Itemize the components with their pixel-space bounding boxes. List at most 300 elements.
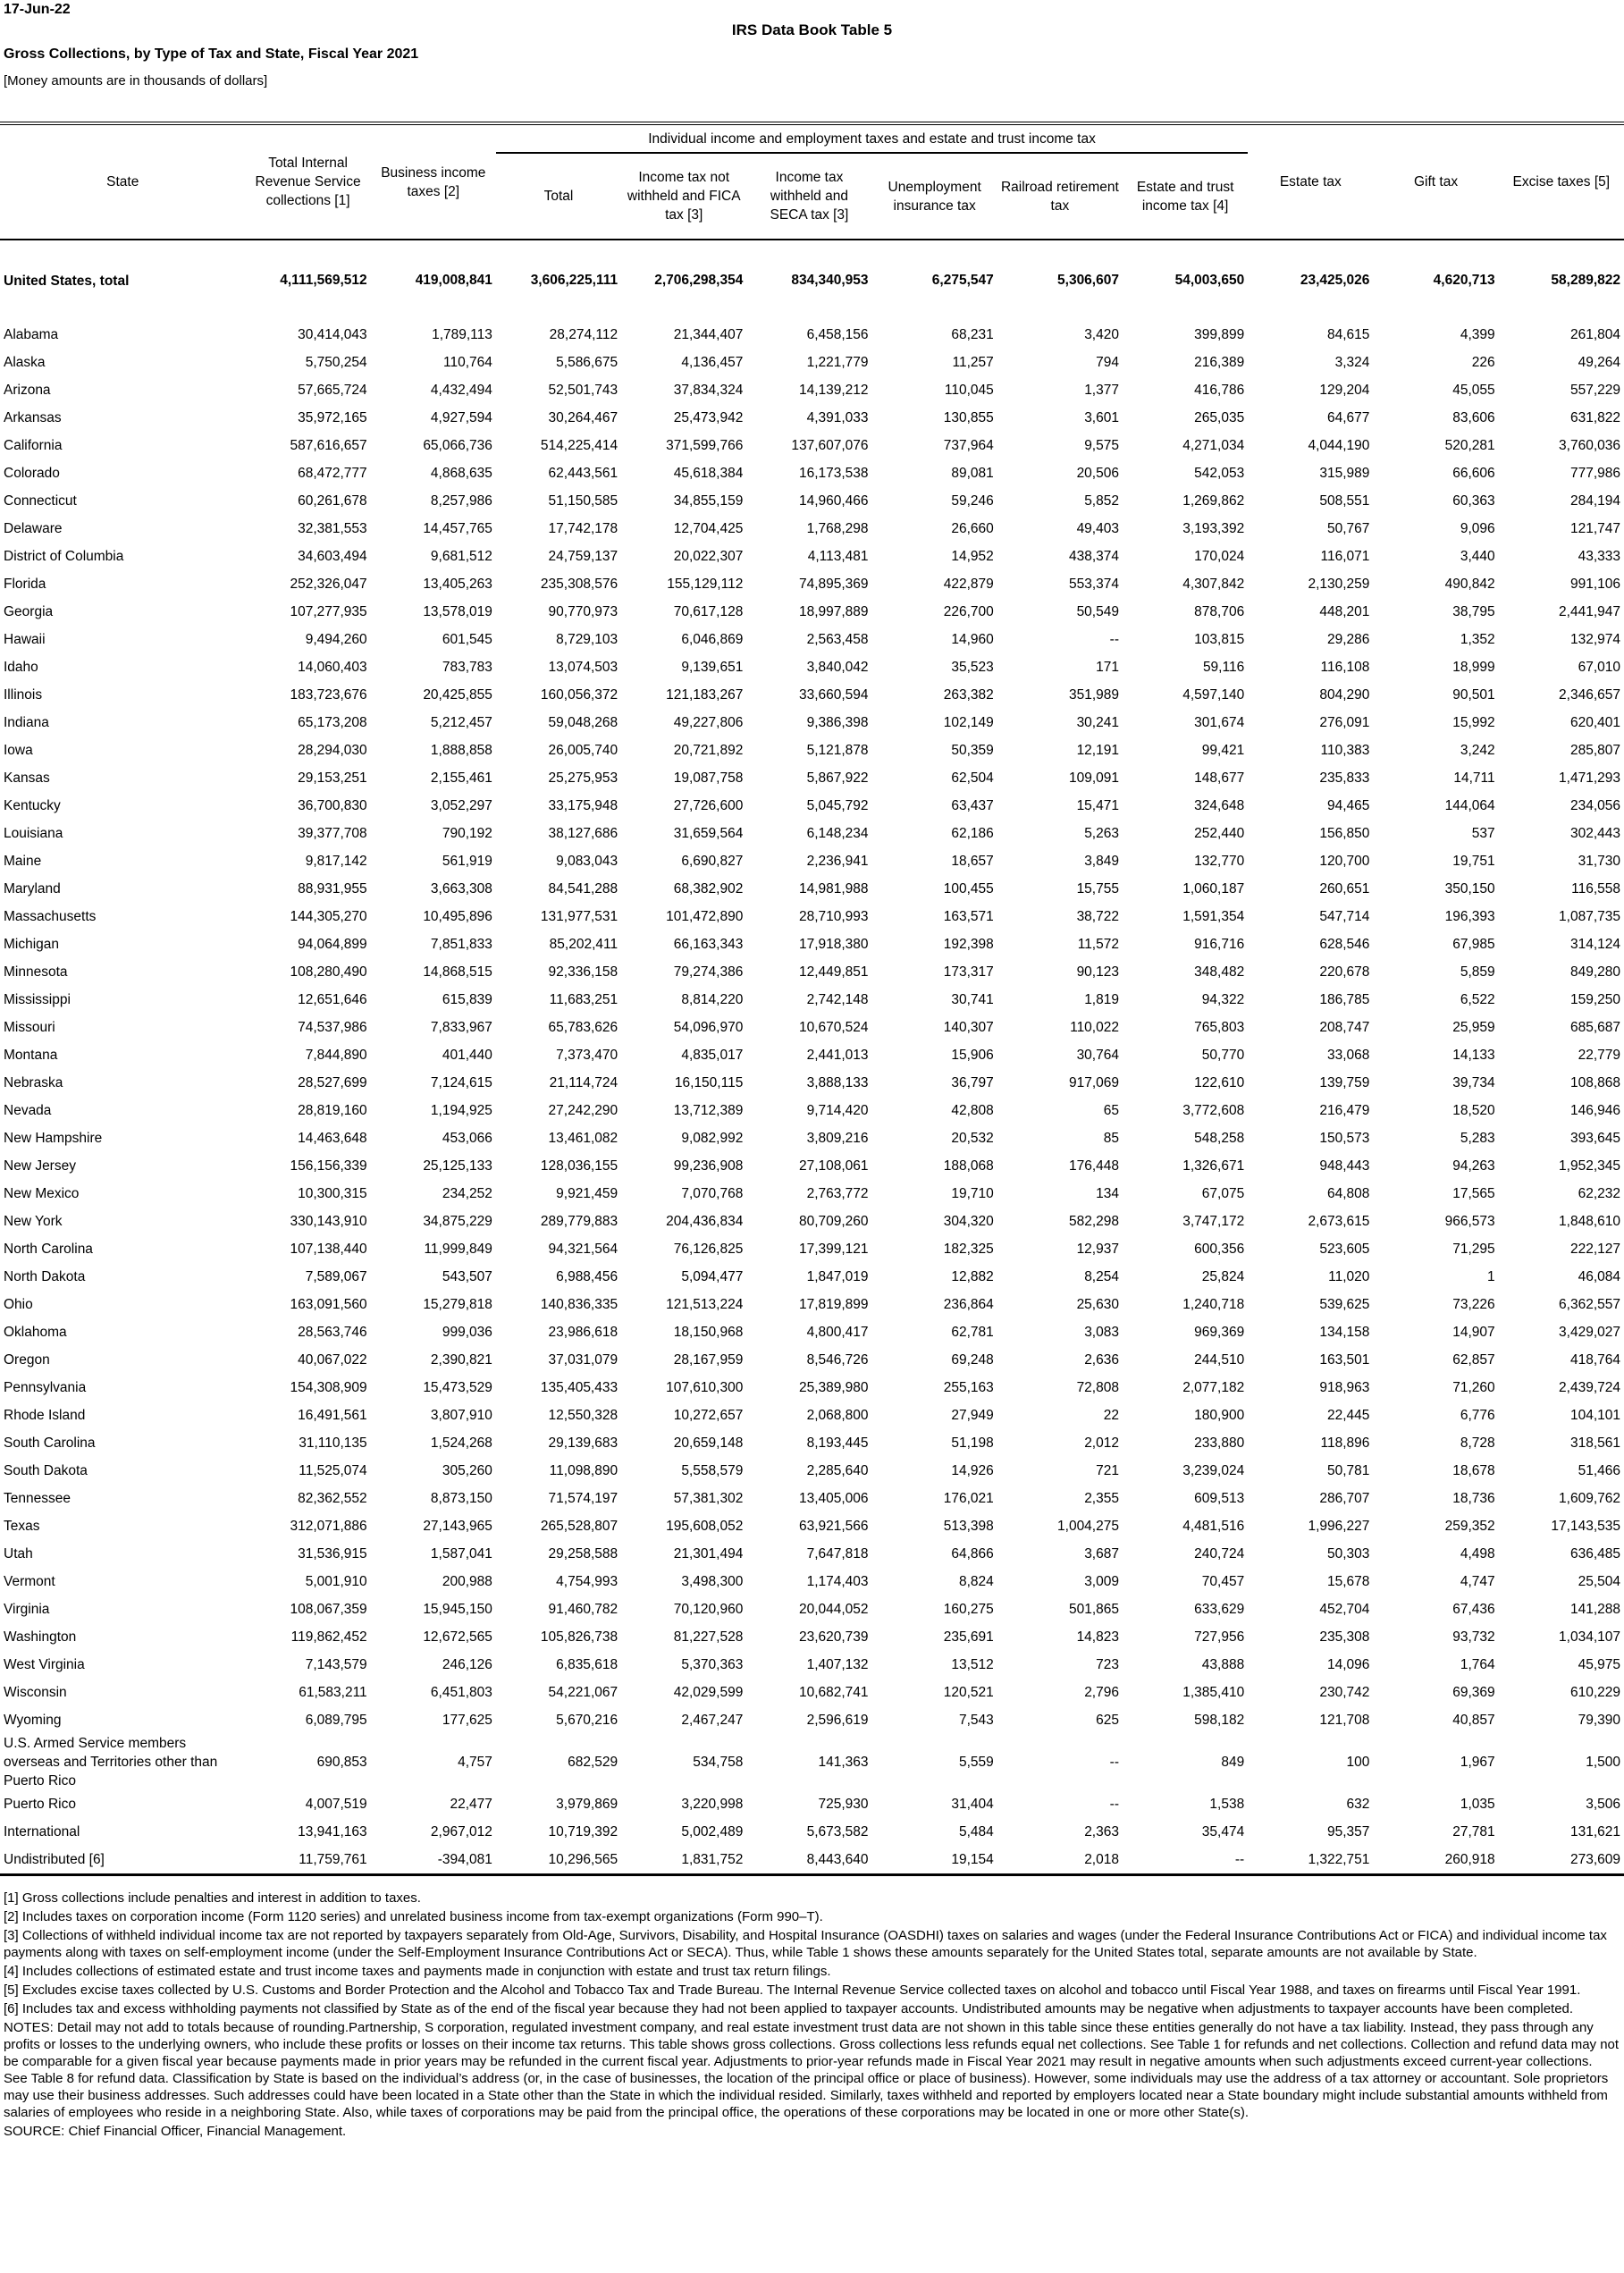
table-row [0,820,1624,847]
value-cell: 46,084 [1578,1268,1620,1284]
report-date: 17-Jun-22 [4,2,71,17]
col-header-estate: Estate tax [1248,123,1373,239]
value-cell: 141,363 [818,1754,869,1770]
value-cell: 79,390 [1578,1712,1620,1728]
value-cell: 1,377 [1084,382,1119,398]
value-cell: 1,174,403 [806,1573,869,1589]
value-cell: 95,357 [1327,1823,1370,1839]
value-cell: 63,921,566 [798,1518,869,1534]
value-cell: 513,398 [943,1518,994,1534]
value-cell: 948,443 [1319,1158,1370,1174]
value-cell: 67,010 [1578,659,1620,675]
value-cell: 177,625 [442,1712,492,1728]
state-cell: Wyoming [4,1713,62,1728]
value-cell: 134,158 [1319,1324,1370,1340]
value-cell: 11,257 [952,354,994,370]
value-cell: 1,087,735 [1559,908,1620,924]
state-cell: North Dakota [4,1269,86,1284]
value-cell: 1,952,345 [1559,1158,1620,1174]
value-cell: 5,370,363 [681,1656,744,1672]
value-cell: 7,844,890 [305,1047,367,1063]
value-cell: 226 [1471,354,1495,370]
value-cell: 68,382,902 [673,880,744,897]
value-cell: 69,248 [951,1351,994,1368]
table-row [0,487,1624,515]
value-cell: 1,967 [1460,1754,1495,1770]
value-cell: 14,457,765 [423,520,492,536]
state-cell: Delaware [4,521,63,536]
value-cell: 4,498 [1460,1545,1495,1562]
value-cell: 68,231 [951,326,994,342]
value-cell: 4,620,713 [1433,273,1495,288]
value-cell: 121,513,224 [666,1296,744,1312]
state-cell: Georgia [4,604,54,619]
value-cell: 6,148,234 [806,825,869,841]
table-row [0,1679,1624,1706]
state-cell: Minnesota [4,964,68,980]
value-cell: 3,601 [1084,409,1119,425]
value-cell: 50,359 [951,742,994,758]
value-cell: 27,726,600 [673,797,744,813]
value-cell: 8,824 [958,1573,994,1589]
value-cell: 2,742,148 [806,991,869,1007]
value-cell: 72,808 [1076,1379,1119,1395]
value-cell: 29,153,251 [298,770,367,786]
value-cell: 448,201 [1319,603,1370,619]
state-cell: Louisiana [4,826,63,841]
value-cell: 25,504 [1578,1573,1620,1589]
value-cell: -394,081 [371,1846,496,1875]
value-cell: 74,537,986 [298,1019,367,1035]
value-cell: 14,926 [951,1462,994,1478]
state-cell: Connecticut [4,493,77,509]
value-cell: 22,477 [450,1796,492,1812]
value-cell: 220,678 [1319,964,1370,980]
value-cell: 14,907 [1452,1324,1495,1340]
value-cell: 5,670,216 [556,1712,618,1728]
value-cell: 70,617,128 [673,603,744,619]
value-cell: 27,949 [951,1407,994,1423]
value-cell: 5,586,675 [556,354,618,370]
state-cell: United States, total [4,273,130,289]
value-cell: 8,728 [1460,1435,1495,1451]
value-cell: 100 [1346,1754,1370,1770]
table-row [0,1291,1624,1318]
value-cell: 304,320 [943,1213,994,1229]
value-cell: 43,888 [1201,1656,1245,1672]
value-cell: 90,501 [1452,686,1495,703]
value-cell: 170,024 [1194,548,1245,564]
value-cell: 2,346,657 [1559,686,1620,703]
value-cell: 14,139,212 [798,382,869,398]
value-cell: 27,242,290 [548,1102,618,1118]
value-cell: 416,786 [1194,382,1245,398]
state-cell: West Virginia [4,1657,85,1672]
value-cell: 17,399,121 [798,1241,869,1257]
value-cell: 259,352 [1444,1518,1495,1534]
value-cell: 1,240,718 [1182,1296,1245,1312]
value-cell: 26,005,740 [548,742,618,758]
table-row [0,1097,1624,1124]
state-cell: Maryland [4,881,61,897]
value-cell: 9,681,512 [430,548,492,564]
col-header-unemployment: Unemployment insurance tax [888,179,981,214]
state-cell: Vermont [4,1574,55,1589]
table-row [0,1208,1624,1235]
value-cell: 2,068,800 [806,1407,869,1423]
value-cell: 18,150,968 [673,1324,744,1340]
value-cell: 66,606 [1452,465,1495,481]
value-cell: 160,056,372 [540,686,618,703]
value-cell: 3,747,172 [1182,1213,1245,1229]
value-cell: 9,575 [1084,437,1119,453]
value-cell: 148,677 [1194,770,1245,786]
value-cell: 9,083,043 [556,853,618,869]
state-cell: Kansas [4,770,50,786]
value-cell: 14,952 [951,548,994,564]
value-cell: 265,035 [1194,409,1245,425]
value-cell: 3,239,024 [1182,1462,1245,1478]
value-cell: 62,443,561 [548,465,618,481]
value-cell: 5,001,910 [305,1573,367,1589]
value-cell: 1 [1487,1268,1495,1284]
value-cell: 26,660 [951,520,994,536]
table-row [0,1651,1624,1679]
value-cell: 121,747 [1569,520,1620,536]
state-cell: Missouri [4,1020,55,1035]
value-cell: 13,405,263 [423,576,492,592]
value-cell: 42,808 [951,1102,994,1118]
value-cell: 690,853 [316,1754,367,1770]
value-cell: 34,855,159 [673,492,744,509]
value-cell: 5,263 [1084,825,1119,841]
value-cell: 2,285,640 [806,1462,869,1478]
value-cell: 917,069 [1068,1074,1119,1090]
value-cell: 29,258,588 [548,1545,618,1562]
value-cell: 67,985 [1452,936,1495,952]
table-row [0,1152,1624,1180]
value-cell: 5,094,477 [681,1268,744,1284]
value-cell: 1,591,354 [1182,908,1245,924]
value-cell: 23,425,026 [1300,273,1370,288]
value-cell: 15,992 [1452,714,1495,730]
value-cell: 71,295 [1452,1241,1495,1257]
table-row [0,958,1624,986]
value-cell: 94,064,899 [298,936,367,952]
value-cell: 302,443 [1569,825,1620,841]
value-cell: 176,021 [943,1490,994,1506]
value-cell: 154,308,909 [290,1379,367,1395]
value-cell: 11,572 [1077,936,1119,952]
value-cell: 3,193,392 [1182,520,1245,536]
value-cell: 50,303 [1327,1545,1370,1562]
value-cell: 171 [1096,659,1119,675]
value-cell: 4,113,481 [807,548,869,564]
value-cell: 139,759 [1319,1074,1370,1090]
value-cell: 3,979,869 [556,1796,618,1812]
value-cell: 8,729,103 [556,631,618,647]
value-cell: 233,880 [1194,1435,1245,1451]
value-cell: 28,167,959 [673,1351,744,1368]
value-cell: 5,559 [958,1754,994,1770]
value-cell: 25,959 [1452,1019,1495,1035]
footnote: [1] Gross collections include penalties and interest in addition to taxes. [4,1890,421,1906]
value-cell: 9,817,142 [305,853,367,869]
value-cell: 62,781 [951,1324,994,1340]
value-cell: 76,126,825 [673,1241,744,1257]
value-cell: 315,989 [1319,465,1370,481]
value-cell: 13,578,019 [423,603,492,619]
value-cell: 21,114,724 [549,1074,618,1090]
value-cell: 14,823 [1076,1629,1119,1645]
value-cell: 54,221,067 [548,1684,618,1700]
value-cell: 2,012 [1084,1435,1119,1451]
value-cell: 108,067,359 [290,1601,367,1617]
value-cell: 1,996,227 [1308,1518,1370,1534]
value-cell: 3,083 [1084,1324,1119,1340]
value-cell: 71,260 [1452,1379,1495,1395]
value-cell: 2,018 [997,1846,1123,1875]
value-cell: 69,369 [1452,1684,1495,1700]
value-cell: 94,465 [1327,797,1370,813]
value-cell: 348,482 [1194,964,1245,980]
value-cell: 50,770 [1201,1047,1245,1063]
value-cell: 1,831,752 [621,1846,746,1875]
value-cell: 19,087,758 [673,770,744,786]
collections-table [0,122,1624,1876]
value-cell: 33,175,948 [548,797,618,813]
value-cell: 28,274,112 [549,326,618,342]
value-cell: 91,460,782 [548,1601,618,1617]
value-cell: 49,264 [1578,354,1620,370]
value-cell: 60,363 [1452,492,1495,509]
value-cell: 146,946 [1569,1102,1620,1118]
value-cell: 6,458,156 [806,326,869,342]
table-row [0,1790,1624,1818]
value-cell: 4,044,190 [1308,437,1370,453]
table-row [0,321,1624,349]
value-cell: 160,275 [943,1601,994,1617]
state-cell: Texas [4,1519,40,1534]
value-cell: 60,261,678 [298,492,367,509]
footnote: [4] Includes collections of estimated estate and trust income taxes and payments made in conjunction with estate and trust tax return filings. [4,1964,831,1979]
value-cell: 1,888,858 [430,742,492,758]
state-cell: Oregon [4,1352,50,1368]
value-cell: 4,927,594 [430,409,492,425]
value-cell: 1,587,041 [430,1545,492,1562]
value-cell: 246,126 [442,1656,492,1672]
value-cell: 13,405,006 [798,1490,869,1506]
value-cell: 84,615 [1327,326,1370,342]
value-cell: 8,193,445 [806,1435,869,1451]
table-row [0,847,1624,875]
value-cell: 453,066 [442,1130,492,1146]
value-cell: 632 [1346,1796,1370,1812]
footnote: [3] Collections of withheld individual income tax are not reported by taxpayers separately from Old-Age, Survivors, Disability, and Hospital Insurance (OASDHI) taxes on salaries and wages (under the Federal Insurance Contributions Act or FICA) and individual income tax payments along with taxes on self-employment income (under the Self-Employment Insurance Contributions Act or SECA). Thus, while Table 1 shows these amounts separately for the United States total, separate amounts are not available by State. [4,1928,1607,1960]
value-cell: 8,814,220 [681,991,744,1007]
value-cell: 5,558,579 [681,1462,744,1478]
table-row [0,432,1624,459]
value-cell: 324,648 [1194,797,1245,813]
value-cell: 25,824 [1201,1268,1245,1284]
value-cell: 542,053 [1194,465,1245,481]
value-cell: 15,471 [1076,797,1119,813]
table-row [0,1706,1624,1734]
value-cell: 107,610,300 [666,1379,744,1395]
value-cell: 284,194 [1569,492,1620,509]
value-cell: 14,711 [1453,770,1495,786]
value-cell: 24,759,137 [548,548,618,564]
value-cell: 70,457 [1201,1573,1245,1589]
value-cell: 28,527,699 [298,1074,367,1090]
value-cell: 7,543 [958,1712,994,1728]
value-cell: 81,227,528 [673,1629,744,1645]
value-cell: 3,809,216 [806,1130,869,1146]
value-cell: 235,833 [1319,770,1370,786]
value-cell: 312,071,886 [290,1518,367,1534]
value-cell: 2,355 [1084,1490,1119,1506]
value-cell: 1,609,762 [1559,1490,1620,1506]
state-cell: Tennessee [4,1491,71,1506]
table-row [0,349,1624,376]
value-cell: 104,101 [1569,1407,1620,1423]
table-row [0,1512,1624,1540]
value-cell: 28,294,030 [298,742,367,758]
value-cell: 3,242 [1460,742,1495,758]
value-cell: 10,719,392 [548,1823,618,1839]
value-cell: 65,783,626 [548,1019,618,1035]
value-cell: 6,835,618 [556,1656,618,1672]
value-cell: 10,300,315 [298,1185,367,1201]
value-cell: 3,849 [1084,853,1119,869]
value-cell: 490,842 [1444,576,1495,592]
value-cell: 35,474 [1201,1823,1245,1839]
state-cell: Kentucky [4,798,61,813]
value-cell: 244,510 [1194,1351,1245,1368]
value-cell: 1,848,610 [1559,1213,1620,1229]
value-cell: 5,484 [958,1823,994,1839]
value-cell: 156,850 [1319,825,1370,841]
value-cell: 6,046,869 [681,631,744,647]
value-cell: 10,682,741 [798,1684,869,1700]
value-cell: 14,981,988 [798,880,869,897]
value-cell: 13,461,082 [548,1130,618,1146]
table-row [0,1846,1624,1875]
value-cell: 235,691 [943,1629,994,1645]
value-cell: 11,683,251 [549,991,618,1007]
value-cell: 834,340,953 [791,273,869,288]
value-cell: 94,322 [1201,991,1245,1007]
value-cell: 4,868,635 [430,465,492,481]
value-cell: 636,485 [1569,1545,1620,1562]
value-cell: 351,989 [1068,686,1119,703]
value-cell: 54,003,650 [1174,273,1245,288]
value-cell: 21,344,407 [673,326,744,342]
value-cell: 4,271,034 [1182,437,1245,453]
table-row [0,1318,1624,1346]
value-cell: 285,807 [1569,742,1620,758]
table-row [0,1374,1624,1402]
table-row [0,1041,1624,1069]
value-cell: 65,066,736 [423,437,492,453]
value-cell: 10,495,896 [423,908,492,924]
value-cell: 3,772,608 [1182,1102,1245,1118]
footnote: [6] Includes tax and excess withholding payments not classified by State as of the end of the fiscal year because they had not been applied to taxpayer accounts. Undistributed amounts may be negative when adjustments to taxpayer accounts have been completed. [4,2001,1574,2016]
value-cell: 598,182 [1194,1712,1245,1728]
value-cell: 3,760,036 [1559,437,1620,453]
value-cell: 15,945,150 [423,1601,492,1617]
value-cell: 5,002,489 [681,1823,744,1839]
value-cell: 3,840,042 [806,659,869,675]
value-cell: 15,755 [1076,880,1119,897]
value-cell: 13,941,163 [298,1823,367,1839]
value-cell: 3,663,308 [430,880,492,897]
value-cell: 25,275,953 [548,770,618,786]
value-cell: 116,108 [1320,659,1370,675]
value-cell: 3,498,300 [681,1573,744,1589]
state-cell: Illinois [4,687,43,703]
value-cell: 737,964 [943,437,994,453]
value-cell: 3,606,225,111 [530,273,618,288]
value-cell: 5,750,254 [305,354,367,370]
state-cell: South Dakota [4,1463,88,1478]
col-header-total: Total [543,189,574,204]
value-cell: 289,779,883 [540,1213,618,1229]
col-header-railroad: Railroad retirement tax [1000,179,1119,214]
value-cell: 109,091 [1068,770,1119,786]
value-cell: 371,599,766 [666,437,744,453]
value-cell: 240,724 [1194,1545,1245,1562]
value-cell: 7,143,579 [305,1656,367,1672]
value-cell: 969,369 [1194,1324,1245,1340]
value-cell: 543,507 [442,1268,492,1284]
value-cell: 163,501 [1319,1351,1370,1368]
value-cell: 7,833,967 [430,1019,492,1035]
value-cell: 966,573 [1444,1213,1495,1229]
value-cell: 52,501,743 [548,382,618,398]
value-cell: 135,405,433 [540,1379,618,1395]
value-cell: 5,283 [1460,1130,1495,1146]
table-row [0,792,1624,820]
value-cell: 422,879 [943,576,994,592]
value-cell: 36,797 [951,1074,994,1090]
value-cell: 301,674 [1194,714,1245,730]
value-cell: 116,558 [1571,880,1620,897]
value-cell: 63,437 [951,797,994,813]
value-cell: 3,429,027 [1559,1324,1620,1340]
value-cell: 235,308,576 [540,576,618,592]
value-cell: 131,977,531 [540,908,618,924]
value-cell: 103,815 [1194,631,1245,647]
value-cell: 849 [1221,1754,1245,1770]
value-cell: 121,708 [1319,1712,1370,1728]
value-cell: 601,545 [442,631,492,647]
value-cell: 31,404 [951,1796,994,1812]
value-cell: 631,822 [1569,409,1620,425]
value-cell: 12,550,328 [548,1407,618,1423]
value-cell: 2,077,182 [1182,1379,1245,1395]
value-cell: 3,687 [1084,1545,1119,1562]
table-row [0,626,1624,653]
value-cell: 727,956 [1194,1629,1245,1645]
value-cell: 188,068 [943,1158,994,1174]
value-cell: 6,362,557 [1559,1296,1620,1312]
value-cell: 85,202,411 [549,936,618,952]
value-cell: 236,864 [943,1296,994,1312]
value-cell: 137,607,076 [791,437,869,453]
table-row [0,653,1624,681]
value-cell: 140,307 [943,1019,994,1035]
